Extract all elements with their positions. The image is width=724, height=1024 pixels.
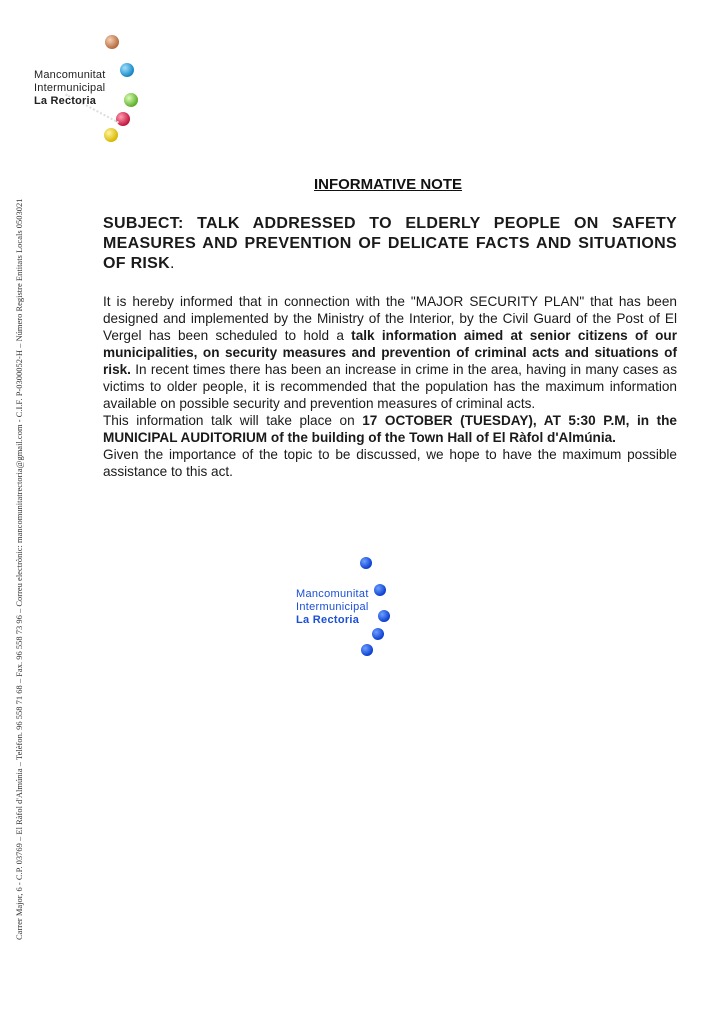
paragraph-2 <box>103 412 677 446</box>
p1-text-b: In recent times there has been an increase in crime in the area, having in many cases as victims to older people, it is recommended that the population has the maximum information available on possible security and prevention measures of criminal acts. <box>103 362 677 411</box>
body-text <box>103 293 677 480</box>
title-text: INFORMATIVE NOTE <box>313 176 463 193</box>
p2-text-a: This information talk will take place on <box>103 413 363 428</box>
paragraph-1 <box>103 293 677 412</box>
header-logo-text <box>34 69 106 108</box>
subject-main: SUBJECT: TALK ADDRESSED TO ELDERLY PEOPLE ON SAFETY MEASURES AND PREVENTION OF DELICATE FACTS AND SITUATIONS OF RISK <box>103 215 677 272</box>
logo-ball-blue <box>120 63 134 77</box>
p1-text-a: It is hereby informed that in connection with the "MAJOR SECURITY PLAN" that has been designed and implemented by the Ministry of the Interior, by the Civil Guard of the Post of El Vergel has been scheduled to hold a <box>103 294 677 343</box>
side-address-text: Carrer Major, 6 - C.P. 03769 – El Ràfol d'Almúnia – Telèfon. 96 558 71 68 – Fax. 96 558 73 96 – Correu electrònic: mancomunitatrectoria@gmail.com - C.I.F. P-0300052-H – Número Registre Entitats Locals 0503021 <box>14 198 24 940</box>
document-title <box>0 176 724 194</box>
stamp-ball <box>378 610 390 622</box>
stamp-ball <box>360 557 372 569</box>
stamp-logo-text <box>296 588 369 627</box>
stamp-logo <box>290 554 400 664</box>
p2-text-bold: 17 OCTOBER (TUESDAY), AT 5:30 P.M, in the MUNICIPAL AUDITORIUM of the building of the Town Hall of El Ràfol d'Almúnia. <box>103 413 677 445</box>
stamp-logo-line1: Mancomunitat <box>296 588 369 600</box>
stamp-ball <box>374 584 386 596</box>
header-logo-line1: Mancomunitat <box>34 69 106 81</box>
logo-ball-red <box>116 112 130 126</box>
header-logo-line2: Intermunicipal <box>34 82 106 94</box>
stamp-logo-line2: Intermunicipal <box>296 601 369 613</box>
stamp-logo-line3: La Rectoria <box>296 614 360 626</box>
stamp-ball <box>372 628 384 640</box>
logo-ball-green <box>124 93 138 107</box>
subject-heading <box>103 214 677 274</box>
stamp-ball <box>361 644 373 656</box>
header-logo-line3: La Rectoria <box>34 95 97 107</box>
paragraph-3: Given the importance of the topic to be discussed, we hope to have the maximum possible assistance to this act. <box>103 447 677 479</box>
subject-end: . <box>170 255 175 272</box>
header-logo <box>30 30 150 150</box>
p1-text-bold: talk information aimed at senior citizens of our municipalities, on security measures and prevention of criminal acts and situations of risk. <box>103 328 677 377</box>
logo-ball-orange <box>105 35 119 49</box>
